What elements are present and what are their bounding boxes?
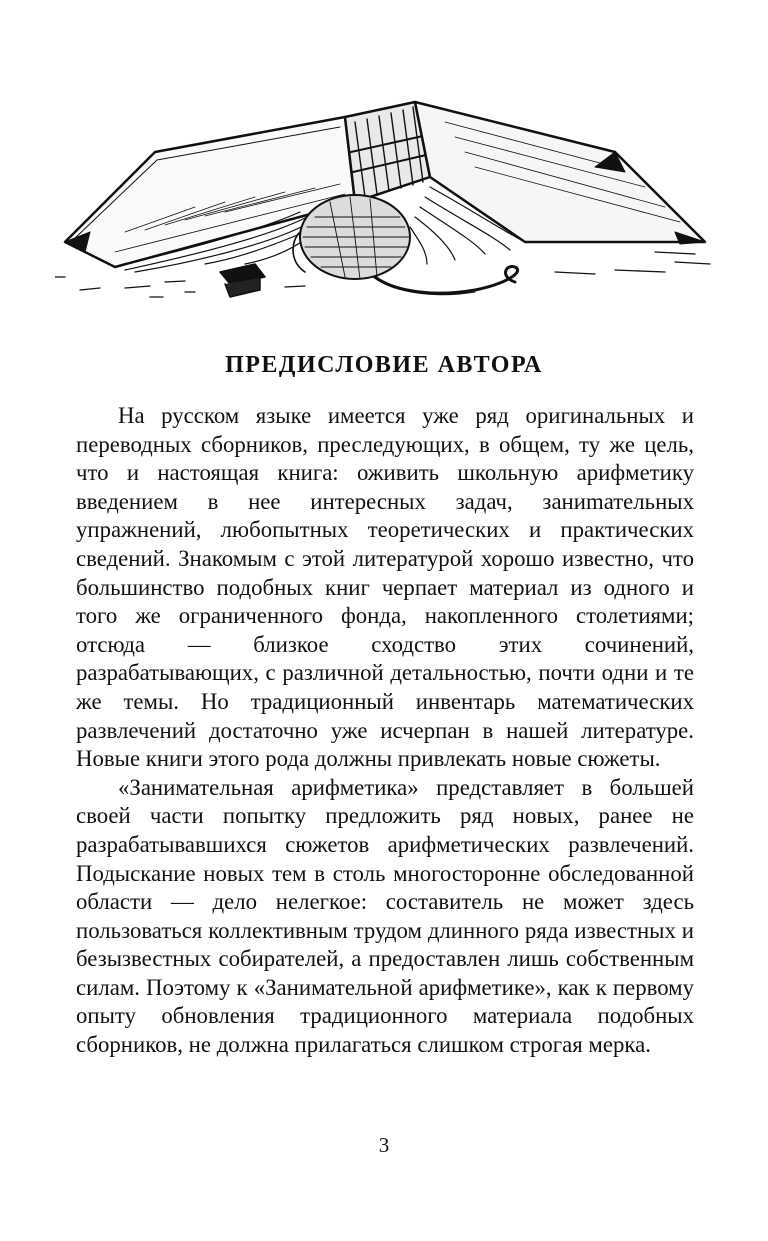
- book-over-mouse-illustration: [55, 92, 715, 307]
- book-right-cover: [415, 102, 705, 242]
- body-text: [76, 402, 694, 1060]
- paragraph: «Занимательная арифметика» представляет в большей своей части попытку предложить ряд новых, ранее не разрабатывавшихся сюжетов арифметических развлечений. Подыскание новых тем в столь многосторонне обследованной области — дело нелегкое: составитель не может здесь пользоваться коллективным трудом длинного ряда известных и безызвестных собирателей, а предоставлен лишь собственным силам. Поэтому к «Занимательной арифметике», как к первому опыту обновления традиционного материала подобных сборников, не должна прилагаться слишком строгая мерка.: [76, 774, 694, 1058]
- page-number: 3: [378, 1133, 390, 1157]
- paragraph: На русском языке имеется уже ряд оригинальных и переводных сборников, преследующих, в общем, ту же цель, что и настоящая книга: оживить школьную арифметику введением в нее интересных задач, заниmательных упражнений, любопытных теоретических и практических сведений. Знакомым с этой литературой хорошо известно, что большинство подобных книг черпает материал из одного и того же ограниченного фонда, накопленного столетиями; отсюда — близкое сходство этих сочинений, разрабатывающих, с различной детальностью, почти одни и те же темы. Но традиционный инвентарь математических развлечений достаточно уже исчерпан в нашей литературе. Новые книги этого рода должны привлекать новые сюжеты.: [76, 403, 694, 772]
- page-title: ПРЕДИСЛОВИЕ АВТОРА: [225, 352, 543, 378]
